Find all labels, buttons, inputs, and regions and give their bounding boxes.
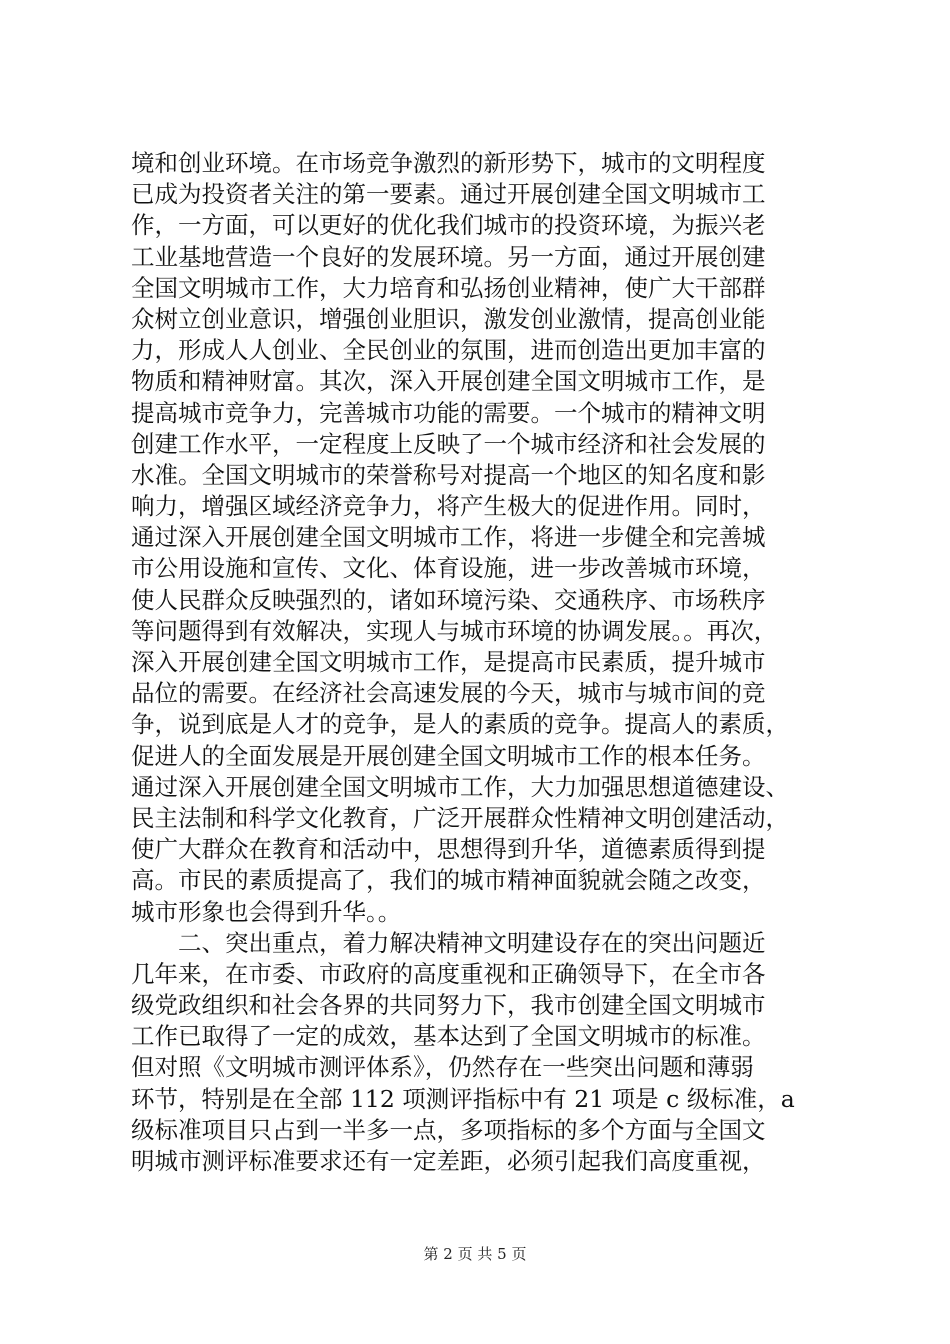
text-line: 使人民群众反映强烈的，诸如环境污染、交通秩序、市场秩序: [131, 585, 766, 614]
text-line: 但对照《文明城市测评体系》，仍然存在一些突出问题和薄弱: [131, 1053, 754, 1082]
text-line: 创建工作水平，一定程度上反映了一个城市经济和社会发展的: [131, 429, 766, 458]
text-line: 促进人的全面发展是开展创建全国文明城市工作的根本任务。: [131, 741, 766, 770]
text-line: 品位的需要。在经济社会高速发展的今天，城市与城市间的竞: [131, 679, 766, 708]
document-body: [131, 148, 831, 1177]
text-line: 争，说到底是人才的竞争，是人的素质的竞争。提高人的素质，: [131, 710, 789, 739]
text-line: 市公用设施和宣传、文化、体育设施，进一步改善城市环境，: [131, 554, 766, 583]
text-line: 环节，特别是在全部 112 项测评指标中有 21 项是 c 级标准，a: [131, 1084, 795, 1113]
text-line: 水准。全国文明城市的荣誉称号对提高一个地区的知名度和影: [131, 460, 766, 489]
page-footer: 第 2 页 共 5 页: [423, 1245, 527, 1263]
text-line: 工作已取得了一定的成效，基本达到了全国文明城市的标准。: [131, 1022, 766, 1051]
text-line: 力，形成人人创业、全民创业的氛围，进而创造出更加丰富的: [131, 336, 766, 365]
text-line: 民主法制和科学文化教育，广泛开展群众性精神文明创建活动，: [131, 803, 789, 832]
text-line: 通过深入开展创建全国文明城市工作，大力加强思想道德建设、: [131, 772, 789, 801]
text-line: 已成为投资者关注的第一要素。通过开展创建全国文明城市工: [131, 180, 766, 209]
text-line: 响力，增强区域经济竞争力，将产生极大的促进作用。同时，: [131, 492, 766, 521]
text-line: 几年来，在市委、市政府的高度重视和正确领导下，在全市各: [131, 959, 766, 988]
text-line: 深入开展创建全国文明城市工作，是提高市民素质，提升城市: [131, 648, 766, 676]
text-line: 境和创业环境。在市场竞争激烈的新形势下，城市的文明程度: [131, 149, 766, 177]
section-heading-line: 二、突出重点，着力解决精神文明建设存在的突出问题近: [178, 928, 766, 957]
text-line: 工业基地营造一个良好的发展环境。另一方面，通过开展创建: [131, 242, 766, 271]
text-line: 作，一方面，可以更好的优化我们城市的投资环境，为振兴老: [131, 211, 766, 240]
text-line: 使广大群众在教育和活动中，思想得到升华，道德素质得到提: [131, 835, 766, 864]
text-line: 众树立创业意识，增强创业胆识，激发创业激情，提高创业能: [131, 304, 766, 333]
text-line: 高。市民的素质提高了，我们的城市精神面貌就会随之改变，: [131, 866, 766, 895]
text-line: 城市形象也会得到升华。。: [131, 897, 402, 926]
text-line: 通过深入开展创建全国文明城市工作，将进一步健全和完善城: [131, 523, 766, 552]
text-line: 提高城市竞争力，完善城市功能的需要。一个城市的精神文明: [131, 398, 766, 427]
text-line: 级标准项目只占到一半多一点，多项指标的多个方面与全国文: [131, 1115, 766, 1144]
text-line: 级党政组织和社会各界的共同努力下，我市创建全国文明城市: [131, 991, 766, 1020]
text-line: 物质和精神财富。其次，深入开展创建全国文明城市工作，是: [131, 367, 766, 396]
text-line: 全国文明城市工作，大力培育和弘扬创业精神，使广大干部群: [131, 273, 766, 302]
text-line: 明城市测评标准要求还有一定差距，必须引起我们高度重视，: [131, 1147, 766, 1175]
text-line: 等问题得到有效解决，实现人与城市环境的协调发展。。再次，: [131, 616, 778, 645]
